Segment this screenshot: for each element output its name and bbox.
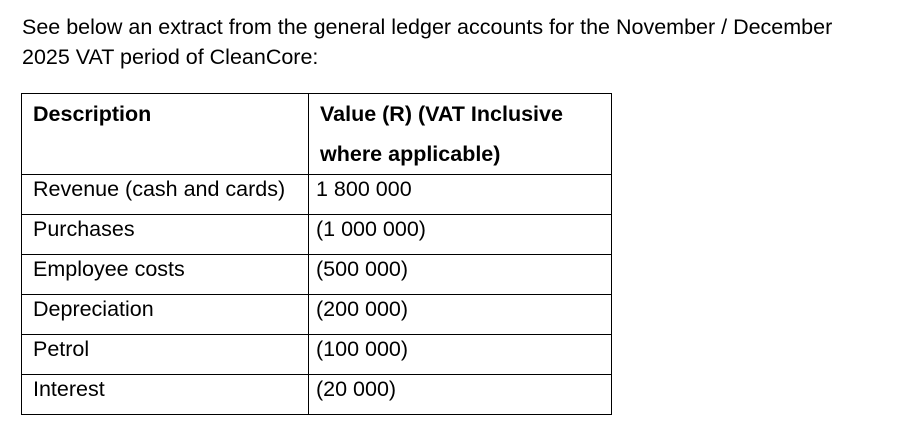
row-value: (500 000): [309, 255, 612, 295]
row-value: (100 000): [309, 335, 612, 375]
header-description: Description: [22, 94, 309, 175]
header-value-line-1: Value (R) (VAT Inclusive: [320, 102, 563, 126]
intro-line-1: See below an extract from the general ledger accounts for the November / December: [22, 15, 833, 39]
intro-line-2: 2025 VAT period of CleanCore:: [22, 45, 319, 69]
table-row: [22, 375, 612, 415]
table-header-row: [22, 94, 612, 175]
row-description: Employee costs: [22, 255, 309, 295]
row-value: (20 000): [309, 375, 612, 415]
row-value: 1 800 000: [309, 175, 612, 215]
header-value: [309, 94, 612, 175]
row-value: (1 000 000): [309, 215, 612, 255]
table-row: [22, 255, 612, 295]
row-value: (200 000): [309, 295, 612, 335]
row-description: Depreciation: [22, 295, 309, 335]
row-description: Revenue (cash and cards): [22, 175, 309, 215]
row-description: Petrol: [22, 335, 309, 375]
table-row: [22, 175, 612, 215]
ledger-table: [21, 93, 612, 415]
table-row: [22, 295, 612, 335]
intro-paragraph: [22, 12, 912, 72]
table-row: [22, 215, 612, 255]
table-row: [22, 335, 612, 375]
row-description: Interest: [22, 375, 309, 415]
header-value-line-2: where applicable): [320, 142, 501, 166]
row-description: Purchases: [22, 215, 309, 255]
